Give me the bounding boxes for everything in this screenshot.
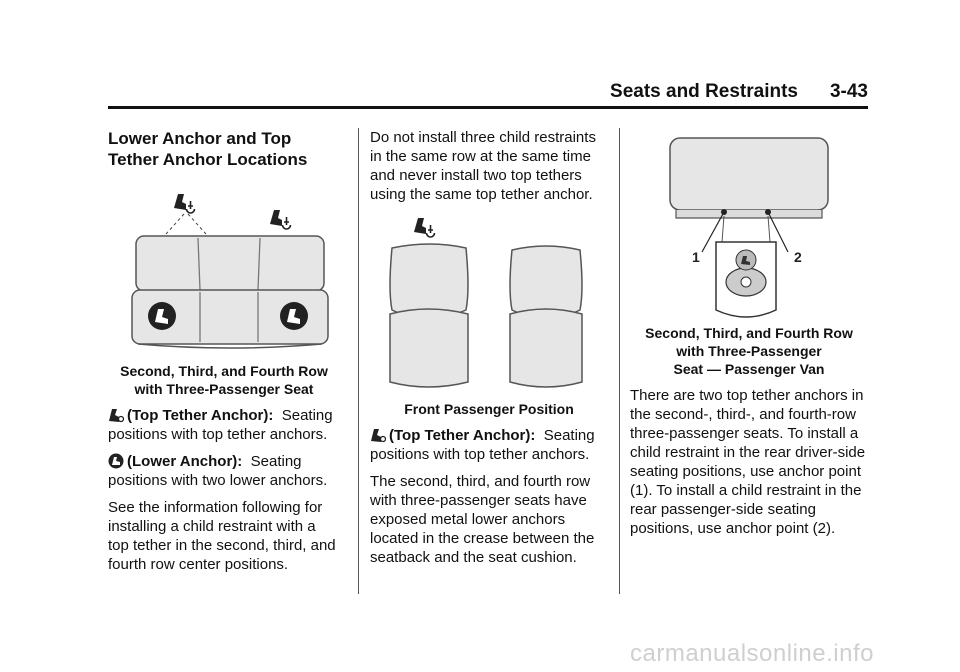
figure-caption: Second, Third, and Fourth Row with Three-Passenger Seat <box>120 363 328 397</box>
figure-caption-line3: Seat — Passenger Van <box>673 361 825 377</box>
passenger-van-seat-figure <box>630 132 868 322</box>
page-number: 3-43 <box>829 81 868 102</box>
top-tether-term: (Top Tether Anchor): <box>389 427 536 444</box>
lower-anchor-symbol-icon <box>108 453 124 469</box>
top-tether-symbol-icon <box>174 194 195 213</box>
section-heading: Lower Anchor and Top Tether Anchor Locations <box>108 129 308 169</box>
column-2 <box>370 128 608 575</box>
top-tether-definition <box>108 406 340 444</box>
rear-bench-seat-figure <box>108 176 340 358</box>
top-tether-symbol-icon <box>270 210 291 229</box>
lower-anchor-symbol-icon <box>148 302 176 330</box>
lower-anchor-term: (Lower Anchor): <box>127 453 243 470</box>
body-paragraph: There are two top tether anchors in the second-, third-, and fourth-row three-passenger seats. To install a child restraint in the rear driver-side seating positions, use anchor point (1). To install a child restraint in the rear passenger-side seating positions, use anchor point (2). <box>630 387 866 537</box>
top-tether-symbol-icon <box>370 427 386 443</box>
lower-anchor-definition <box>108 452 340 490</box>
top-tether-description: Seating positions with top tether anchors. <box>370 427 595 463</box>
passenger-seat-left <box>390 244 468 387</box>
top-tether-definition <box>370 426 608 464</box>
body-paragraph: See the information following for installing a child restraint with a top tether in the second, third, and fourth row center positions. <box>108 499 336 573</box>
passenger-seat-right <box>510 246 582 387</box>
column-3 <box>630 128 868 546</box>
top-tether-symbol-icon <box>108 407 124 423</box>
body-paragraph: The second, third, and fourth row with three-passenger seats have exposed metal lower anchors located in the crease between the seatback and the seat cushion. <box>370 473 595 566</box>
column-divider-1 <box>358 128 359 594</box>
front-passenger-seat-figure <box>370 210 608 396</box>
lower-anchor-symbol-icon <box>280 302 308 330</box>
body-paragraph: Do not install three child restraints in the same row at the same time and never install two top tethers using the same top tether anchor. <box>370 129 596 203</box>
anchor-label-1: 1 <box>692 249 700 265</box>
page-header <box>108 78 868 109</box>
top-tether-symbol-icon <box>414 218 435 237</box>
figure-caption-line1: Second, Third, and Fourth Row <box>645 325 853 341</box>
section-title: Seats and Restraints <box>610 81 798 102</box>
column-1 <box>108 128 340 582</box>
anchor-label-2: 2 <box>794 249 802 265</box>
lower-anchor-description: Seating positions with two lower anchors. <box>108 453 328 489</box>
top-tether-term: (Top Tether Anchor): <box>127 407 274 424</box>
column-divider-2 <box>619 128 620 594</box>
figure-caption <box>630 324 868 378</box>
watermark: carmanualsonline.info <box>630 640 874 667</box>
figure-caption-line2: with Three-Passenger <box>676 343 822 359</box>
top-tether-description: Seating positions with top tether anchors. <box>108 407 333 443</box>
figure-caption: Front Passenger Position <box>404 401 574 417</box>
